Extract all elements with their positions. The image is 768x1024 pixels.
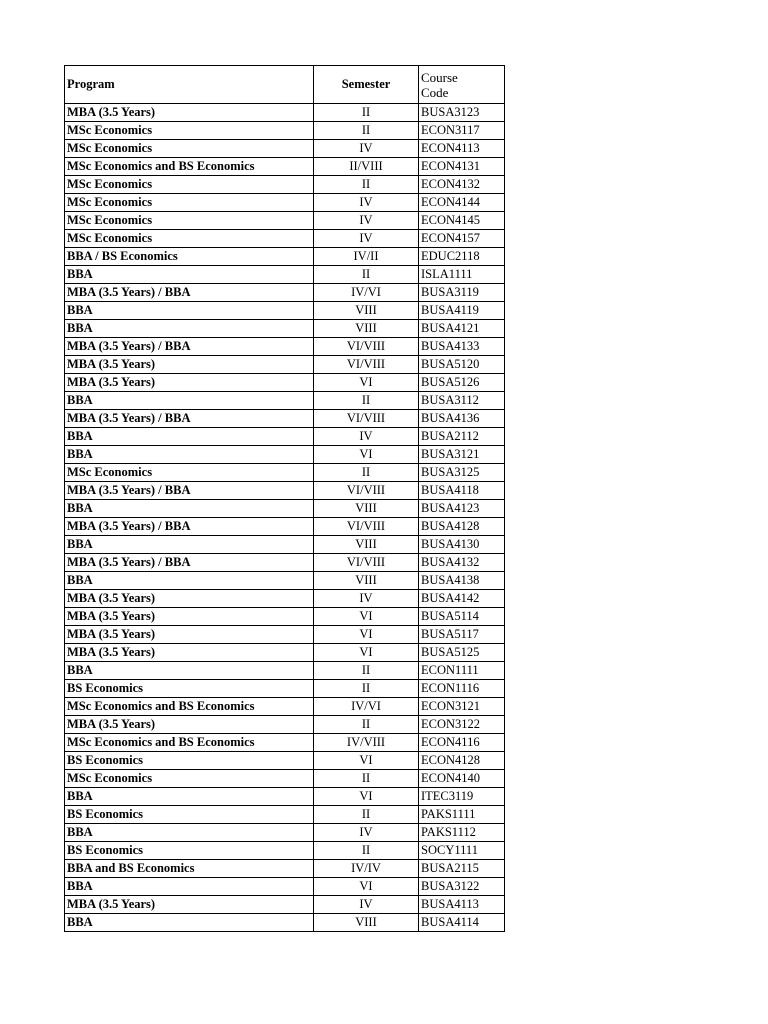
program-cell: BBA xyxy=(65,662,314,680)
program-cell: MSc Economics and BS Economics xyxy=(65,734,314,752)
semester-cell: VI/VIII xyxy=(314,518,419,536)
program-cell: BBA xyxy=(65,302,314,320)
program-cell: MBA (3.5 Years) xyxy=(65,356,314,374)
table-header-row xyxy=(65,66,505,104)
course-code-cell: ECON1111 xyxy=(419,662,505,680)
semester-cell: IV xyxy=(314,428,419,446)
program-cell: MBA (3.5 Years) xyxy=(65,104,314,122)
semester-cell: IV xyxy=(314,896,419,914)
table-row xyxy=(65,284,505,302)
semester-cell: VI xyxy=(314,374,419,392)
course-code-cell: BUSA2115 xyxy=(419,860,505,878)
table-row xyxy=(65,194,505,212)
course-code-cell: BUSA4142 xyxy=(419,590,505,608)
course-code-cell: ECON3122 xyxy=(419,716,505,734)
program-cell: BBA xyxy=(65,914,314,932)
program-cell: BBA / BS Economics xyxy=(65,248,314,266)
course-code-cell: ECON1116 xyxy=(419,680,505,698)
program-cell: MSc Economics and BS Economics xyxy=(65,698,314,716)
semester-cell: IV/VIII xyxy=(314,734,419,752)
semester-cell: II xyxy=(314,122,419,140)
semester-cell: II xyxy=(314,662,419,680)
course-code-cell: BUSA5114 xyxy=(419,608,505,626)
semester-cell: VIII xyxy=(314,536,419,554)
table-row xyxy=(65,158,505,176)
table-row xyxy=(65,212,505,230)
course-code-cell: BUSA3122 xyxy=(419,878,505,896)
table-row xyxy=(65,464,505,482)
semester-cell: VIII xyxy=(314,572,419,590)
table-row xyxy=(65,662,505,680)
program-cell: MSc Economics xyxy=(65,212,314,230)
table-row xyxy=(65,266,505,284)
course-code-cell: ECON4116 xyxy=(419,734,505,752)
table-row xyxy=(65,230,505,248)
program-cell: BBA xyxy=(65,428,314,446)
semester-cell: II xyxy=(314,464,419,482)
course-code-cell: ECON4131 xyxy=(419,158,505,176)
header-course-code-line1: Course xyxy=(421,69,458,85)
table-row xyxy=(65,824,505,842)
semester-cell: IV xyxy=(314,590,419,608)
table-row xyxy=(65,608,505,626)
table-row xyxy=(65,392,505,410)
semester-cell: VIII xyxy=(314,302,419,320)
course-code-cell: ECON4157 xyxy=(419,230,505,248)
semester-cell: IV xyxy=(314,194,419,212)
program-cell: MSc Economics xyxy=(65,464,314,482)
table-row xyxy=(65,806,505,824)
semester-cell: II xyxy=(314,842,419,860)
semester-cell: II xyxy=(314,680,419,698)
program-cell: MBA (3.5 Years) / BBA xyxy=(65,482,314,500)
header-course-code xyxy=(419,66,505,104)
program-cell: BBA xyxy=(65,824,314,842)
program-cell: MBA (3.5 Years) xyxy=(65,644,314,662)
semester-cell: VI/VIII xyxy=(314,356,419,374)
semester-cell: IV/VI xyxy=(314,698,419,716)
semester-cell: IV/II xyxy=(314,248,419,266)
table-row xyxy=(65,410,505,428)
course-code-cell: ECON4140 xyxy=(419,770,505,788)
course-code-cell: BUSA4130 xyxy=(419,536,505,554)
course-code-cell: ECON4113 xyxy=(419,140,505,158)
program-cell: MBA (3.5 Years) xyxy=(65,608,314,626)
semester-cell: II/VIII xyxy=(314,158,419,176)
course-code-cell: BUSA5126 xyxy=(419,374,505,392)
program-cell: BBA xyxy=(65,320,314,338)
program-cell: BBA xyxy=(65,536,314,554)
table-row xyxy=(65,716,505,734)
semester-cell: VI/VIII xyxy=(314,338,419,356)
table-row xyxy=(65,554,505,572)
program-cell: MBA (3.5 Years) / BBA xyxy=(65,410,314,428)
semester-cell: IV xyxy=(314,230,419,248)
program-cell: MBA (3.5 Years) / BBA xyxy=(65,554,314,572)
program-cell: MBA (3.5 Years) xyxy=(65,896,314,914)
table-row xyxy=(65,788,505,806)
table-row xyxy=(65,374,505,392)
program-cell: MSc Economics xyxy=(65,194,314,212)
table-row xyxy=(65,176,505,194)
course-code-cell: BUSA3119 xyxy=(419,284,505,302)
semester-cell: II xyxy=(314,392,419,410)
semester-cell: IV xyxy=(314,140,419,158)
program-cell: MSc Economics xyxy=(65,176,314,194)
program-cell: BS Economics xyxy=(65,842,314,860)
course-code-cell: BUSA4136 xyxy=(419,410,505,428)
course-code-cell: ECON4144 xyxy=(419,194,505,212)
table-row xyxy=(65,446,505,464)
semester-cell: VI xyxy=(314,878,419,896)
course-code-cell: ISLA1111 xyxy=(419,266,505,284)
table-row xyxy=(65,518,505,536)
program-cell: MBA (3.5 Years) xyxy=(65,716,314,734)
program-cell: MBA (3.5 Years) xyxy=(65,374,314,392)
semester-cell: VI xyxy=(314,644,419,662)
course-code-cell: BUSA4121 xyxy=(419,320,505,338)
semester-cell: VI/VIII xyxy=(314,410,419,428)
course-code-cell: BUSA4118 xyxy=(419,482,505,500)
semester-cell: VIII xyxy=(314,320,419,338)
table-row xyxy=(65,698,505,716)
program-cell: MBA (3.5 Years) xyxy=(65,590,314,608)
table-row xyxy=(65,860,505,878)
semester-cell: VI xyxy=(314,788,419,806)
program-cell: BBA xyxy=(65,572,314,590)
course-code-cell: BUSA4114 xyxy=(419,914,505,932)
semester-cell: VI xyxy=(314,626,419,644)
semester-cell: IV xyxy=(314,212,419,230)
course-code-cell: BUSA3125 xyxy=(419,464,505,482)
program-cell: BBA xyxy=(65,392,314,410)
program-cell: MBA (3.5 Years) / BBA xyxy=(65,338,314,356)
program-cell: MSc Economics xyxy=(65,122,314,140)
semester-cell: II xyxy=(314,104,419,122)
table-row xyxy=(65,878,505,896)
table-row xyxy=(65,482,505,500)
course-code-cell: ECON3121 xyxy=(419,698,505,716)
semester-cell: VIII xyxy=(314,914,419,932)
semester-cell: VI xyxy=(314,608,419,626)
table-row xyxy=(65,140,505,158)
program-cell: MSc Economics xyxy=(65,230,314,248)
program-cell: BS Economics xyxy=(65,752,314,770)
program-cell: MSc Economics xyxy=(65,770,314,788)
table-row xyxy=(65,248,505,266)
header-course-code-line2: Code xyxy=(421,84,449,100)
table-row xyxy=(65,842,505,860)
semester-cell: II xyxy=(314,176,419,194)
table-row xyxy=(65,500,505,518)
program-cell: BBA xyxy=(65,266,314,284)
course-code-cell: SOCY1111 xyxy=(419,842,505,860)
semester-cell: II xyxy=(314,806,419,824)
semester-cell: IV xyxy=(314,824,419,842)
table-row xyxy=(65,338,505,356)
course-code-cell: ITEC3119 xyxy=(419,788,505,806)
table-row xyxy=(65,302,505,320)
table-row xyxy=(65,896,505,914)
program-cell: BBA xyxy=(65,878,314,896)
course-code-cell: BUSA4119 xyxy=(419,302,505,320)
table-row xyxy=(65,122,505,140)
table-row xyxy=(65,428,505,446)
semester-cell: II xyxy=(314,266,419,284)
course-code-cell: BUSA4132 xyxy=(419,554,505,572)
program-cell: BBA and BS Economics xyxy=(65,860,314,878)
header-semester: Semester xyxy=(314,66,419,104)
course-code-cell: ECON4132 xyxy=(419,176,505,194)
course-code-cell: PAKS1112 xyxy=(419,824,505,842)
program-cell: BS Economics xyxy=(65,680,314,698)
course-code-cell: BUSA3112 xyxy=(419,392,505,410)
semester-cell: VI/VIII xyxy=(314,482,419,500)
semester-cell: VIII xyxy=(314,500,419,518)
table-row xyxy=(65,356,505,374)
course-code-cell: EDUC2118 xyxy=(419,248,505,266)
course-table xyxy=(64,65,505,932)
program-cell: MBA (3.5 Years) xyxy=(65,626,314,644)
header-program: Program xyxy=(65,66,314,104)
table-row xyxy=(65,914,505,932)
course-code-cell: ECON4145 xyxy=(419,212,505,230)
course-code-cell: BUSA4128 xyxy=(419,518,505,536)
program-cell: BBA xyxy=(65,788,314,806)
program-cell: MSc Economics and BS Economics xyxy=(65,158,314,176)
course-code-cell: ECON3117 xyxy=(419,122,505,140)
course-code-cell: BUSA3121 xyxy=(419,446,505,464)
course-code-cell: BUSA5120 xyxy=(419,356,505,374)
course-code-cell: BUSA5125 xyxy=(419,644,505,662)
course-code-cell: BUSA4123 xyxy=(419,500,505,518)
table-row xyxy=(65,770,505,788)
program-cell: BBA xyxy=(65,500,314,518)
program-cell: MBA (3.5 Years) / BBA xyxy=(65,518,314,536)
program-cell: MBA (3.5 Years) / BBA xyxy=(65,284,314,302)
table-row xyxy=(65,590,505,608)
table-row xyxy=(65,320,505,338)
course-code-cell: BUSA2112 xyxy=(419,428,505,446)
semester-cell: II xyxy=(314,770,419,788)
course-code-cell: BUSA4133 xyxy=(419,338,505,356)
course-code-cell: BUSA3123 xyxy=(419,104,505,122)
course-code-cell: BUSA5117 xyxy=(419,626,505,644)
course-code-cell: BUSA4138 xyxy=(419,572,505,590)
table-body xyxy=(65,104,505,932)
table-row xyxy=(65,536,505,554)
semester-cell: VI xyxy=(314,752,419,770)
course-code-cell: PAKS1111 xyxy=(419,806,505,824)
course-code-cell: ECON4128 xyxy=(419,752,505,770)
semester-cell: IV/IV xyxy=(314,860,419,878)
table-row xyxy=(65,752,505,770)
program-cell: BS Economics xyxy=(65,806,314,824)
table-row xyxy=(65,680,505,698)
semester-cell: II xyxy=(314,716,419,734)
semester-cell: IV/VI xyxy=(314,284,419,302)
course-code-cell: BUSA4113 xyxy=(419,896,505,914)
program-cell: BBA xyxy=(65,446,314,464)
table-row xyxy=(65,644,505,662)
program-cell: MSc Economics xyxy=(65,140,314,158)
table-row xyxy=(65,572,505,590)
table-row xyxy=(65,104,505,122)
table-row xyxy=(65,734,505,752)
table-row xyxy=(65,626,505,644)
semester-cell: VI xyxy=(314,446,419,464)
semester-cell: VI/VIII xyxy=(314,554,419,572)
